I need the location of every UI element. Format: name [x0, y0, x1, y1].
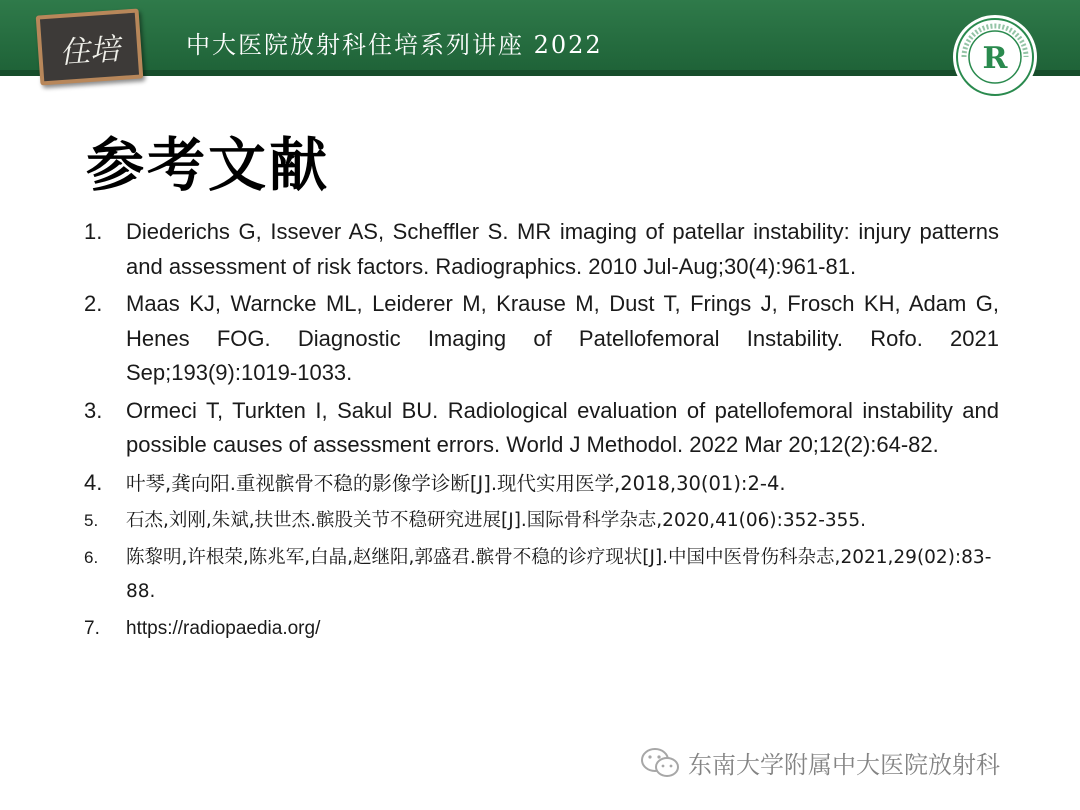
header-stripe	[0, 70, 1080, 76]
reference-text: Diederichs G, Issever AS, Scheffler S. MR imaging of patellar instability: injury patterns and assessment of risk factors. Radiographics. 2010 Jul-Aug;30(4):961-81.	[126, 219, 999, 279]
header-title: 中大医院放射科住培系列讲座 2022	[186, 31, 603, 59]
reference-list	[84, 215, 999, 649]
badge-text: 住培	[58, 31, 121, 72]
reference-text: 陈黎明,许根荣,陈兆军,白晶,赵继阳,郭盛君.髌骨不稳的诊疗现状[J].中国中医骨伤科杂志,2021,29(02):83-88.	[126, 547, 992, 602]
reference-number: 3.	[84, 397, 103, 423]
radiology-logo	[952, 14, 1038, 100]
chalkboard-badge	[36, 8, 144, 85]
reference-number: 5.	[84, 511, 99, 530]
reference-number: 7.	[84, 618, 100, 639]
reference-item	[84, 215, 999, 284]
reference-text: 石杰,刘刚,朱斌,扶世杰.髌股关节不稳研究进展[J].国际骨科学杂志,2020,41(06):352-355.	[126, 510, 867, 531]
reference-number: 4.	[84, 469, 103, 495]
logo-letter: R	[982, 41, 1008, 76]
reference-number: 1.	[84, 219, 103, 244]
page-title: 参考文献	[86, 131, 331, 199]
reference-item	[84, 504, 999, 538]
reference-item	[84, 541, 999, 609]
reference-item	[84, 466, 999, 502]
reference-number: 6.	[84, 548, 99, 567]
watermark	[640, 745, 1000, 780]
watermark-text: 东南大学附属中大医院放射科	[688, 751, 1000, 779]
reference-item	[84, 394, 999, 463]
reference-item	[84, 612, 999, 646]
reference-text: Maas KJ, Warncke ML, Leiderer M, Krause M, Dust T, Frings J, Frosch KH, Adam G, Henes FOG. Diagnostic Imaging of Patellofemoral Instability. Rofo. 2021 Sep;193(9):1019-1033.	[126, 291, 999, 385]
wechat-icon	[640, 746, 680, 780]
reference-link[interactable]: https://radiopaedia.org/	[126, 618, 321, 639]
reference-number: 2.	[84, 291, 103, 316]
reference-text: 叶琴,龚向阳.重视髌骨不稳的影像学诊断[J].现代实用医学,2018,30(01):2-4.	[126, 471, 786, 495]
reference-text: Ormeci T, Turkten I, Sakul BU. Radiological evaluation of patellofemoral instability and possible causes of assessment errors. World J Methodol. 2022 Mar 20;12(2):64-82.	[126, 397, 999, 457]
reference-item	[84, 287, 999, 391]
